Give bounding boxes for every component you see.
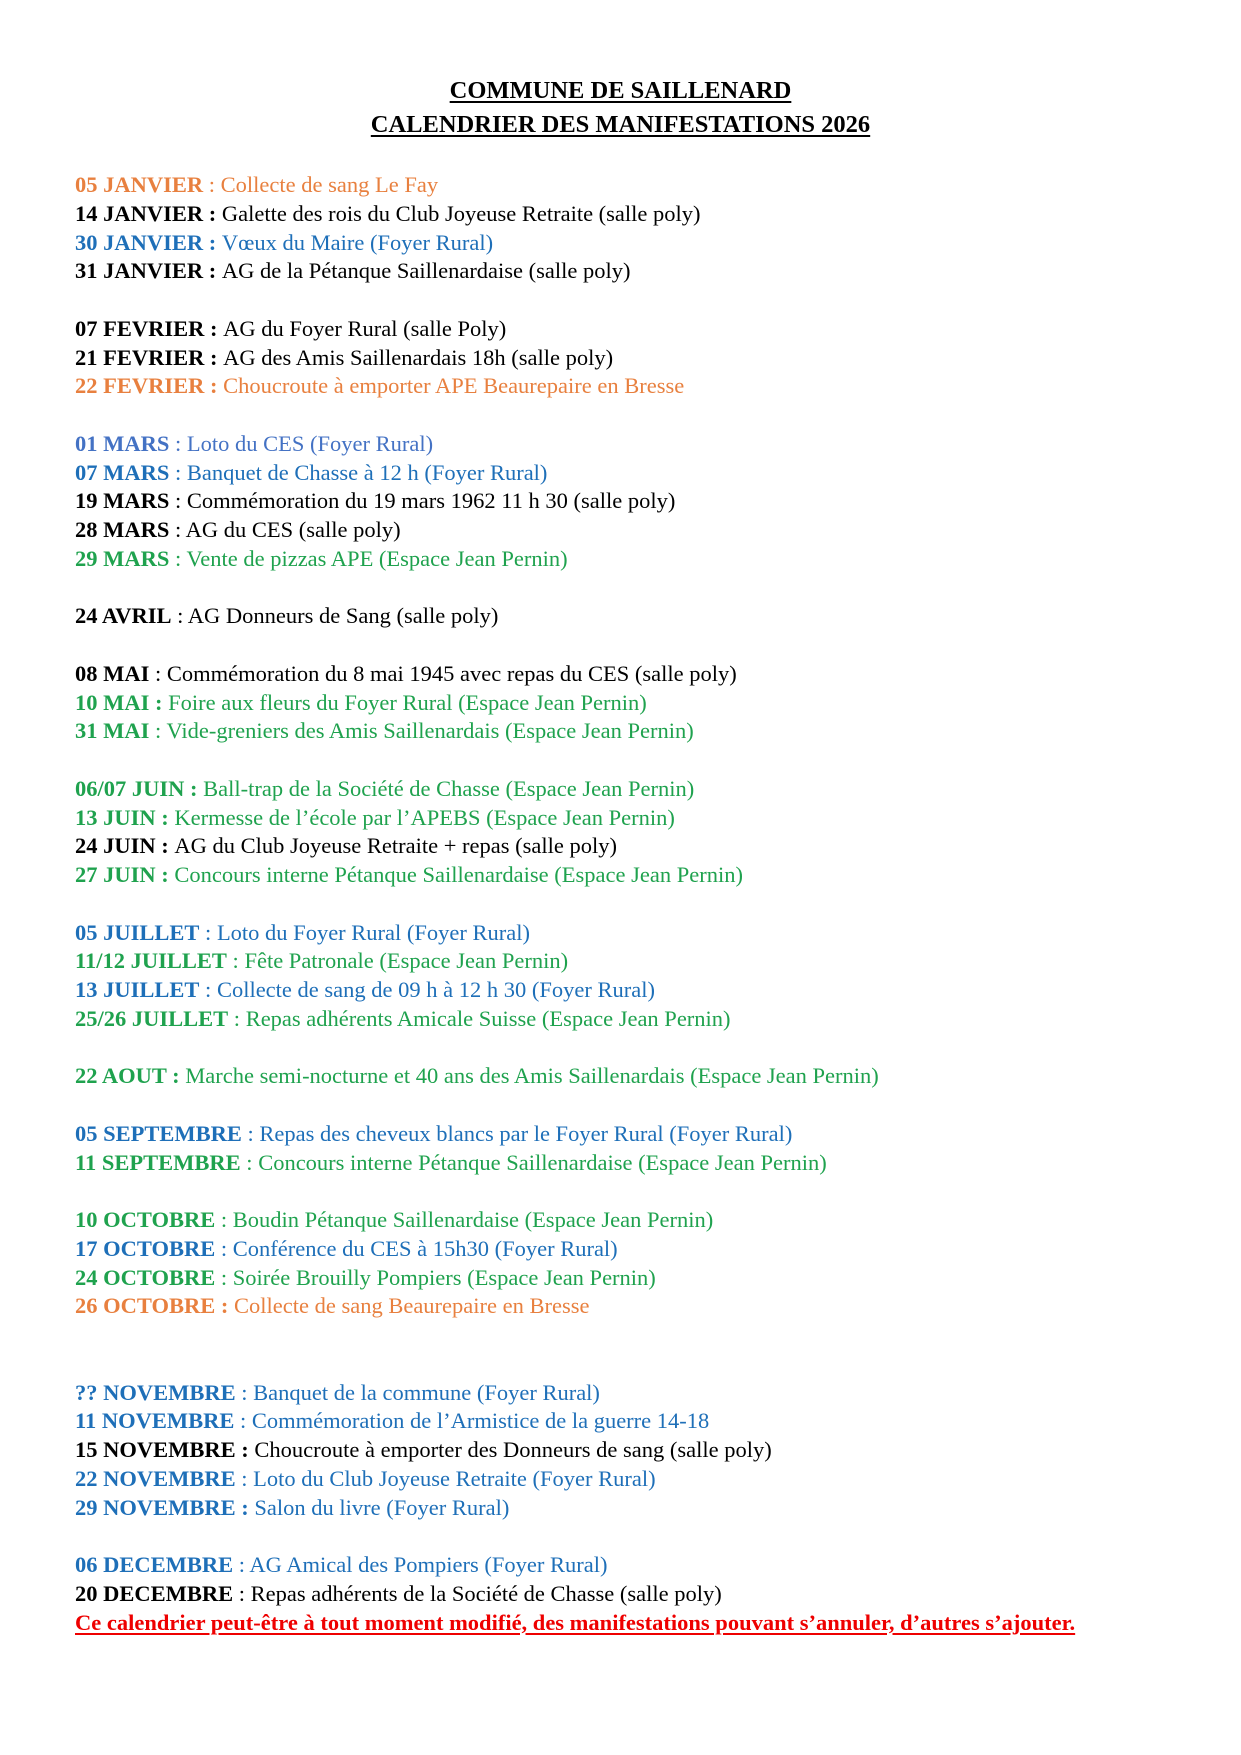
event-date: 19 MARS — [75, 488, 170, 514]
event-description: Boudin Pétanque Saillenardaise (Espace Jean Pernin) — [232, 1207, 714, 1232]
event-date: 24 AVRIL — [75, 603, 172, 629]
event-date: 06/07 JUIN — [75, 775, 185, 801]
commune-title: COMMUNE DE SAILLENARD — [449, 77, 792, 104]
event-item — [75, 919, 1175, 948]
month-spacer — [75, 401, 1175, 430]
event-date: 10 OCTOBRE — [75, 1207, 216, 1232]
event-description: Repas adhérents Amicale Suisse (Espace Jean Pernin) — [245, 1005, 731, 1031]
event-item — [75, 1292, 1175, 1321]
event-separator: : — [228, 1005, 246, 1031]
event-description: Collecte de sang Le Fay — [220, 172, 439, 197]
event-date: 08 MAI — [75, 660, 150, 686]
month-group-avril — [75, 602, 1175, 631]
event-item — [75, 344, 1175, 373]
month-spacer — [75, 1091, 1175, 1120]
event-date: 05 JANVIER — [75, 172, 204, 197]
event-separator: : — [199, 919, 217, 945]
event-separator: : — [169, 430, 187, 456]
event-description: Soirée Brouilly Pompiers (Espace Jean Pernin) — [232, 1264, 656, 1290]
event-separator: : — [204, 373, 224, 399]
event-separator: : — [203, 172, 221, 197]
event-date: 07 FEVRIER — [75, 315, 205, 341]
event-item — [75, 171, 1175, 200]
event-item — [75, 602, 1175, 631]
event-description: Collecte de sang Beaurepaire en Bresse — [234, 1293, 590, 1319]
event-date: 22 AOUT — [75, 1063, 167, 1089]
month-group-septembre — [75, 1120, 1175, 1178]
month-group-mai — [75, 660, 1175, 746]
event-date: 07 MARS — [75, 459, 170, 485]
event-date: 31 MAI — [75, 718, 150, 744]
event-description: Banquet de Chasse à 12 h (Foyer Rural) — [186, 459, 548, 485]
event-item — [75, 1407, 1175, 1436]
event-separator: : — [169, 517, 186, 542]
event-separator: : — [226, 948, 245, 974]
month-group-fevrier — [75, 315, 1175, 401]
event-item — [75, 545, 1175, 574]
month-spacer — [75, 631, 1175, 660]
event-separator: : — [203, 229, 222, 255]
event-description: Foire aux fleurs du Foyer Rural (Espace Jean Pernin) — [168, 689, 647, 715]
event-item — [75, 430, 1175, 459]
month-spacer — [75, 1522, 1175, 1551]
event-separator: : — [171, 603, 188, 629]
month-spacer — [75, 1321, 1175, 1379]
document-header — [0, 74, 1241, 142]
month-group-octobre — [75, 1206, 1175, 1321]
event-item — [75, 1436, 1175, 1465]
event-date: 20 DECEMBRE — [75, 1580, 234, 1606]
event-separator: : — [155, 862, 175, 887]
month-group-decembre — [75, 1551, 1175, 1609]
event-separator: : — [203, 200, 222, 226]
event-separator: : — [241, 1120, 260, 1146]
event-separator: : — [184, 775, 204, 801]
event-item — [75, 1465, 1175, 1494]
event-item — [75, 1494, 1175, 1523]
event-description: Commémoration du 19 mars 1962 11 h 30 (salle poly) — [186, 488, 676, 514]
month-spacer — [75, 1034, 1175, 1063]
event-separator: : — [155, 833, 175, 859]
event-description: Conférence du CES à 15h30 (Foyer Rural) — [232, 1235, 618, 1261]
event-date: 06 DECEMBRE — [75, 1552, 234, 1577]
event-separator: : — [233, 1580, 251, 1606]
event-separator: : — [235, 1437, 255, 1462]
event-item — [75, 832, 1175, 861]
month-group-janvier — [75, 171, 1175, 286]
event-description: Kermesse de l’école par l’APEBS (Espace Jean Pernin) — [174, 804, 675, 830]
event-description: AG Donneurs de Sang (salle poly) — [187, 603, 499, 629]
event-separator: : — [169, 459, 187, 485]
month-spacer — [75, 286, 1175, 315]
event-separator: : — [215, 1235, 233, 1261]
event-description: Salon du livre (Foyer Rural) — [254, 1494, 510, 1520]
event-separator: : — [215, 1207, 233, 1232]
event-description: Galette des rois du Club Joyeuse Retraite (salle poly) — [221, 200, 701, 226]
event-description: AG de la Pétanque Saillenardaise (salle poly) — [221, 258, 631, 284]
event-date: 05 SEPTEMBRE — [75, 1120, 242, 1146]
event-item — [75, 200, 1175, 229]
event-separator: : — [199, 977, 217, 1002]
event-separator: : — [240, 1149, 259, 1175]
event-date: 28 MARS — [75, 517, 170, 542]
event-separator: : — [203, 258, 222, 284]
event-date: 22 FEVRIER — [75, 373, 205, 399]
month-group-mars — [75, 430, 1175, 574]
event-description: Choucroute à emporter APE Beaurepaire en Bresse — [223, 373, 685, 399]
event-date: 15 NOVEMBRE — [75, 1437, 236, 1462]
event-description: Loto du CES (Foyer Rural) — [186, 430, 434, 456]
month-spacer — [75, 890, 1175, 919]
month-group-juin — [75, 775, 1175, 890]
event-description: Repas adhérents de la Société de Chasse (salle poly) — [250, 1580, 722, 1606]
event-separator: : — [155, 804, 175, 830]
event-item — [75, 229, 1175, 258]
event-item — [75, 257, 1175, 286]
event-date: 01 MARS — [75, 430, 170, 456]
event-description: Commémoration du 8 mai 1945 avec repas du CES (salle poly) — [166, 660, 737, 686]
event-item — [75, 660, 1175, 689]
event-separator: : — [169, 545, 187, 571]
event-date: 17 OCTOBRE — [75, 1235, 216, 1261]
event-description: Loto du Foyer Rural (Foyer Rural) — [216, 919, 531, 945]
event-description: Ball-trap de la Société de Chasse (Espace Jean Pernin) — [203, 775, 695, 801]
event-description: Vœux du Maire (Foyer Rural) — [221, 229, 494, 255]
event-separator: : — [233, 1552, 250, 1577]
event-date: 11/12 JUILLET — [75, 948, 227, 974]
event-separator: : — [149, 660, 167, 686]
event-separator: : — [149, 689, 169, 715]
event-date: 31 JANVIER — [75, 258, 204, 284]
month-spacer — [75, 746, 1175, 775]
event-description: AG des Amis Saillenardais 18h (salle poly) — [223, 344, 614, 370]
event-item — [75, 1005, 1175, 1034]
event-item — [75, 775, 1175, 804]
event-item — [75, 372, 1175, 401]
event-item — [75, 804, 1175, 833]
event-date: 24 JUIN — [75, 833, 156, 859]
event-separator: : — [169, 488, 187, 514]
event-separator: : — [166, 1063, 186, 1089]
modification-warning: Ce calendrier peut-être à tout moment modifié, des manifestations pouvant s’annuler, d’autres s’ajouter. — [75, 1609, 1076, 1635]
month-spacer — [75, 1177, 1175, 1206]
event-separator: : — [235, 1494, 255, 1520]
event-item — [75, 861, 1175, 890]
event-description: Repas des cheveux blancs par le Foyer Rural (Foyer Rural) — [259, 1120, 793, 1146]
event-item — [75, 689, 1175, 718]
event-separator: : — [204, 344, 224, 370]
calendar-title: CALENDRIER DES MANIFESTATIONS 2026 — [370, 111, 871, 138]
event-item — [75, 1235, 1175, 1264]
event-item — [75, 717, 1175, 746]
event-separator: : — [235, 1465, 254, 1491]
event-description: Marche semi-nocturne et 40 ans des Amis Saillenardais (Espace Jean Pernin) — [185, 1063, 879, 1089]
event-date: 24 OCTOBRE — [75, 1264, 216, 1290]
event-date: 29 MARS — [75, 545, 170, 571]
event-date: 21 FEVRIER — [75, 344, 205, 370]
event-separator: : — [235, 1379, 254, 1405]
events-list — [75, 171, 1175, 1637]
event-separator: : — [234, 1408, 252, 1434]
event-date: 29 NOVEMBRE — [75, 1494, 236, 1520]
event-item — [75, 1264, 1175, 1293]
event-separator: : — [149, 718, 167, 744]
event-item — [75, 315, 1175, 344]
event-item — [75, 1206, 1175, 1235]
event-description: AG du Club Joyeuse Retraite + repas (salle poly) — [174, 833, 617, 859]
event-item — [75, 516, 1175, 545]
event-item — [75, 1551, 1175, 1580]
event-date: 25/26 JUILLET — [75, 1005, 229, 1031]
event-description: AG du CES (salle poly) — [185, 517, 401, 542]
event-description: Collecte de sang de 09 h à 12 h 30 (Foyer Rural) — [216, 977, 655, 1002]
event-description: AG Amical des Pompiers (Foyer Rural) — [249, 1552, 608, 1577]
event-item — [75, 1580, 1175, 1609]
event-date: 05 JUILLET — [75, 919, 200, 945]
event-date: ?? NOVEMBRE — [75, 1379, 236, 1405]
event-item — [75, 947, 1175, 976]
event-date: 11 NOVEMBRE — [75, 1408, 235, 1434]
event-description: AG du Foyer Rural (salle Poly) — [223, 315, 507, 341]
month-group-novembre — [75, 1379, 1175, 1523]
event-date: 13 JUILLET — [75, 977, 200, 1002]
event-description: Fête Patronale (Espace Jean Pernin) — [244, 948, 569, 974]
event-date: 10 MAI — [75, 689, 150, 715]
event-item — [75, 1149, 1175, 1178]
event-separator: : — [215, 1293, 234, 1319]
month-spacer — [75, 574, 1175, 603]
event-separator: : — [204, 315, 224, 341]
event-date: 26 OCTOBRE — [75, 1293, 216, 1319]
month-group-aout — [75, 1062, 1175, 1091]
event-description: Vente de pizzas APE (Espace Jean Pernin) — [186, 545, 568, 571]
event-description: Concours interne Pétanque Saillenardaise (Espace Jean Pernin) — [174, 862, 743, 887]
month-group-juillet — [75, 919, 1175, 1034]
event-description: Commémoration de l’Armistice de la guerre 14-18 — [251, 1408, 710, 1434]
event-date: 13 JUIN — [75, 804, 156, 830]
event-date: 11 SEPTEMBRE — [75, 1149, 241, 1175]
event-date: 27 JUIN — [75, 862, 156, 887]
event-separator: : — [215, 1264, 233, 1290]
event-item — [75, 1062, 1175, 1091]
event-item — [75, 487, 1175, 516]
event-date: 14 JANVIER — [75, 200, 204, 226]
event-description: Banquet de la commune (Foyer Rural) — [253, 1379, 600, 1405]
event-item — [75, 459, 1175, 488]
event-item — [75, 976, 1175, 1005]
event-description: Choucroute à emporter des Donneurs de sang (salle poly) — [254, 1437, 772, 1462]
event-item — [75, 1120, 1175, 1149]
event-date: 22 NOVEMBRE — [75, 1465, 236, 1491]
event-date: 30 JANVIER — [75, 229, 204, 255]
event-description: Concours interne Pétanque Saillenardaise (Espace Jean Pernin) — [258, 1149, 827, 1175]
event-item — [75, 1379, 1175, 1408]
event-description: Loto du Club Joyeuse Retraite (Foyer Rural) — [253, 1465, 656, 1491]
event-description: Vide-greniers des Amis Saillenardais (Espace Jean Pernin) — [166, 718, 694, 744]
